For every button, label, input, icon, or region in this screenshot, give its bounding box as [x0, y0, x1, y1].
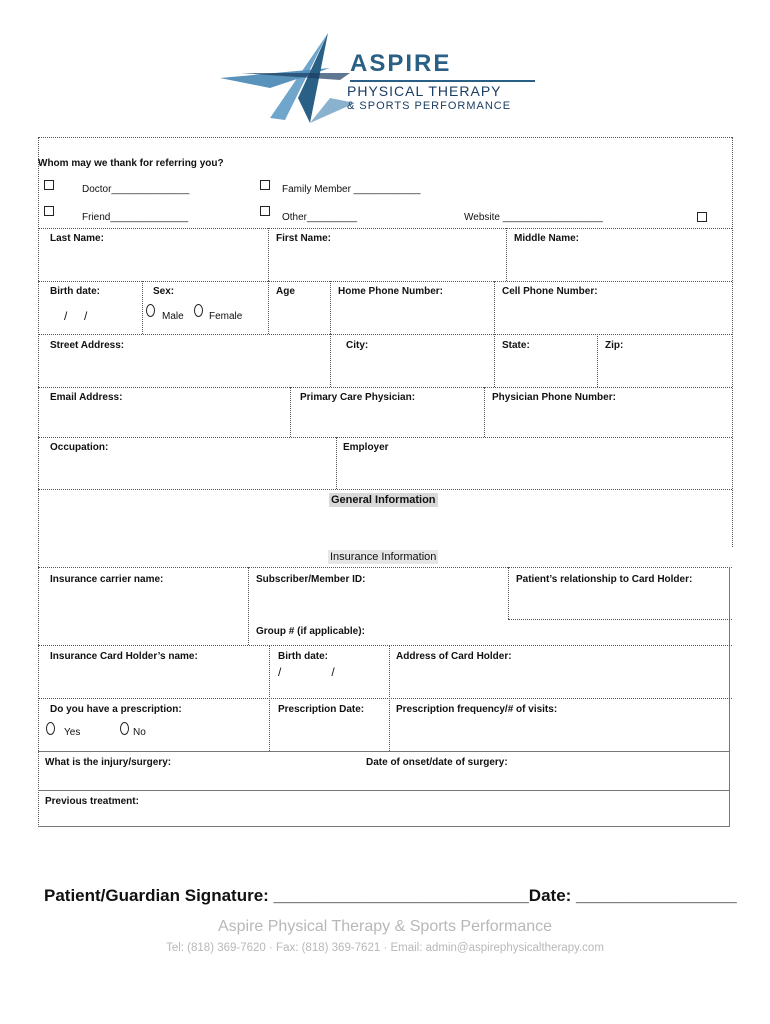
city-label: City:: [346, 340, 369, 351]
prescription-yes-radio[interactable]: [46, 722, 55, 735]
form-left-border: [38, 137, 39, 827]
last-name-label: Last Name:: [50, 233, 104, 244]
referral-other-label: Other_________: [282, 212, 358, 223]
street-address-label: Street Address:: [50, 340, 125, 351]
insurance-carrier-label: Insurance carrier name:: [50, 574, 164, 585]
logo-subtitle: PHYSICAL THERAPY: [347, 83, 502, 99]
footer-contact-info: Tel: (818) 369-7620 · Fax: (818) 369-7621 · Email: admin@aspirephysicaltherapy.com: [166, 942, 604, 954]
relationship-label: Patient’s relationship to Card Holder:: [516, 574, 693, 585]
injury-label: What is the injury/surgery:: [45, 757, 172, 768]
referral-website-label: Website __________________: [464, 212, 603, 223]
signature-line[interactable]: Patient/Guardian Signature: ___________________________Date: _________________: [44, 886, 737, 905]
company-logo: [210, 28, 540, 128]
prescription-no-label: No: [133, 727, 146, 738]
referral-friend-label: Friend______________: [82, 212, 189, 223]
prescription-yes-label: Yes: [64, 727, 81, 738]
physician-phone-label: Physician Phone Number:: [492, 392, 616, 403]
email-label: Email Address:: [50, 392, 123, 403]
sex-label: Sex:: [153, 286, 175, 297]
logo-divider: [350, 80, 535, 82]
general-information-heading: General Information: [331, 494, 436, 506]
group-number-label: Group # (if applicable):: [256, 626, 365, 637]
cell-phone-label: Cell Phone Number:: [502, 286, 598, 297]
sex-male-radio[interactable]: [146, 304, 155, 317]
primary-physician-label: Primary Care Physician:: [300, 392, 416, 403]
zip-label: Zip:: [605, 340, 624, 351]
sex-female-label: Female: [209, 311, 243, 322]
birth-date-label: Birth date:: [50, 286, 100, 297]
middle-name-label: Middle Name:: [514, 233, 580, 244]
prescription-question-label: Do you have a prescription:: [50, 704, 182, 715]
subscriber-id-label: Subscriber/Member ID:: [256, 574, 366, 585]
age-label: Age: [276, 286, 295, 297]
state-label: State:: [502, 340, 530, 351]
card-holder-birth-label: Birth date:: [278, 651, 328, 662]
home-phone-label: Home Phone Number:: [338, 286, 444, 297]
referral-other-checkbox[interactable]: [260, 206, 270, 216]
prescription-no-radio[interactable]: [120, 722, 129, 735]
employer-label: Employer: [343, 442, 389, 453]
referral-website-checkbox[interactable]: [697, 212, 707, 222]
prescription-frequency-label: Prescription frequency/# of visits:: [396, 704, 558, 715]
card-holder-birth-field[interactable]: / /: [278, 665, 335, 679]
card-holder-name-label: Insurance Card Holder’s name:: [50, 651, 198, 662]
logo-subtitle-2: & SPORTS PERFORMANCE: [347, 100, 512, 112]
insurance-information-heading: Insurance Information: [330, 551, 437, 563]
birth-date-field[interactable]: / /: [64, 309, 88, 323]
onset-date-label: Date of onset/date of surgery:: [366, 757, 508, 768]
referral-doctor-checkbox[interactable]: [44, 180, 54, 190]
referral-family-checkbox[interactable]: [260, 180, 270, 190]
sex-male-label: Male: [162, 311, 184, 322]
previous-treatment-label: Previous treatment:: [45, 796, 139, 807]
prescription-date-label: Prescription Date:: [278, 704, 365, 715]
form-top-border: [38, 137, 732, 138]
form-right-border: [732, 137, 733, 547]
first-name-label: First Name:: [276, 233, 332, 244]
footer-company-name: Aspire Physical Therapy & Sports Performance: [217, 918, 553, 935]
referral-friend-checkbox[interactable]: [44, 206, 54, 216]
logo-star-icon: [210, 28, 360, 128]
referral-doctor-label: Doctor______________: [82, 184, 190, 195]
card-holder-address-label: Address of Card Holder:: [396, 651, 512, 662]
occupation-label: Occupation:: [50, 442, 109, 453]
sex-female-radio[interactable]: [194, 304, 203, 317]
referral-family-label: Family Member ____________: [282, 184, 421, 195]
referral-question: Whom may we thank for referring you?: [38, 158, 224, 169]
logo-title: ASPIRE: [350, 50, 452, 77]
